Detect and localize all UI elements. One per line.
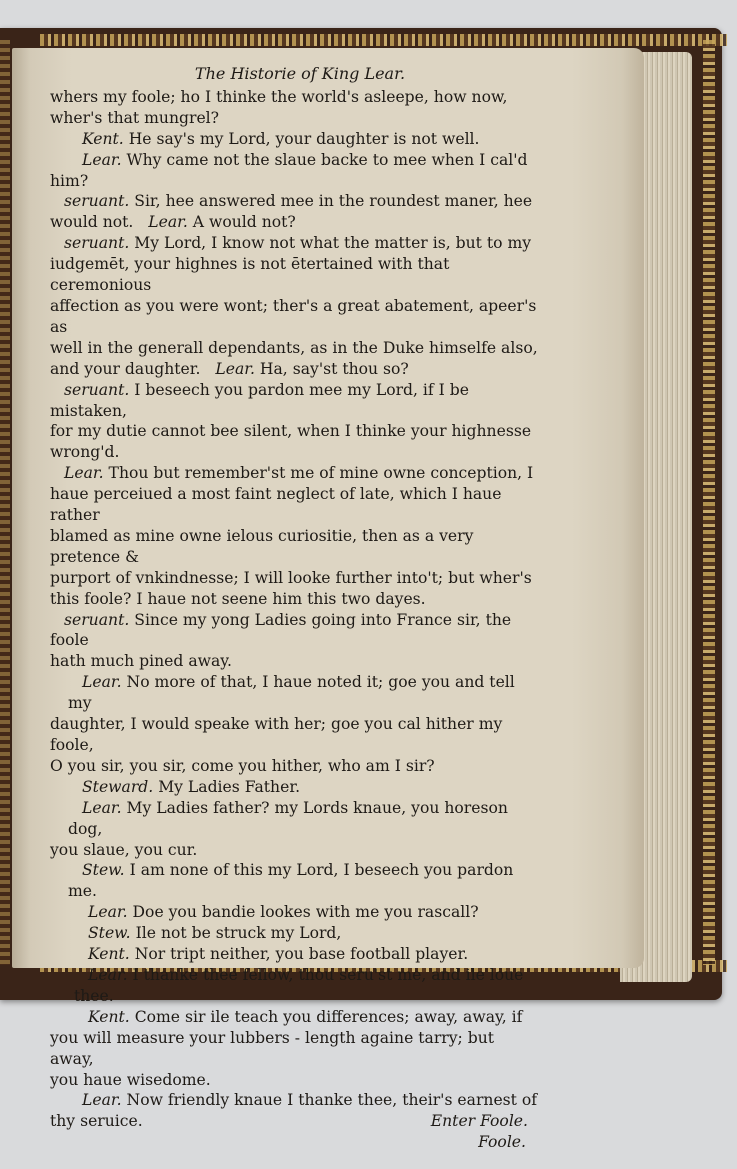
speaker-name: Lear.	[148, 213, 188, 232]
text-line: wrong'd.	[50, 443, 120, 462]
speech-line: seruant. I beseech you pardon mee my Lord, if I be mistaken,	[50, 380, 469, 420]
speaker-name: seruant.	[64, 610, 130, 629]
text-line: whers my foole; ho I thinke the world's asleepe, how now,	[50, 87, 508, 106]
text-line: you slaue, you cur.	[50, 840, 198, 859]
text-line: for my dutie cannot bee silent, when I thinke your highnesse	[50, 422, 532, 441]
speaker-name: Stew.	[82, 861, 125, 880]
speaker-name: seruant.	[64, 380, 130, 399]
speech-line: seruant. My Lord, I know not what the matter is, but to my	[64, 234, 532, 253]
speech-line: Lear. Doe you bandie lookes with me you rascall?	[88, 903, 479, 922]
stage-direction: Enter Foole.	[430, 1112, 528, 1131]
speaker-name: Stew.	[88, 924, 131, 943]
speech-line: Lear. Why came not the slaue backe to mee when I cal'd	[82, 150, 528, 169]
text-line: daughter, I would speake with her; goe you cal hither my foole,	[50, 715, 503, 754]
speaker-name: Lear.	[82, 1091, 122, 1110]
gilt-border-top	[40, 34, 727, 46]
text-line: and your daughter. Lear. Ha, say'st thou so?	[50, 359, 409, 378]
page-text	[50, 64, 540, 1169]
text-line: you will measure your lubbers - length againe tarry; but away,	[50, 1028, 495, 1068]
speech-line: Stew. I am none of this my Lord, I beseech you pardon me.	[68, 861, 514, 901]
speech-line: Stew. Ile not be struck my Lord,	[88, 924, 342, 943]
gilt-border-left	[0, 40, 10, 965]
text-line: him?	[50, 171, 89, 190]
speaker-name: Kent.	[88, 945, 130, 964]
text-line: haue perceiued a most faint neglect of late, which I haue rather	[50, 485, 502, 525]
text-line: would not. Lear. A would not?	[50, 213, 296, 232]
speaker-name: seruant.	[64, 192, 130, 211]
speaker-name: Lear.	[82, 673, 122, 692]
speech-line: seruant. Since my yong Ladies going into France sir, the foole	[50, 610, 512, 650]
speech-line: seruant. Sir, hee answered mee in the roundest maner, hee	[64, 192, 533, 211]
speaker-name: Kent.	[88, 1007, 130, 1026]
speech-line: Kent. He say's my Lord, your daughter is not well.	[82, 129, 480, 148]
text-line: you haue wisedome.	[50, 1070, 211, 1089]
speaker-name: Lear.	[64, 464, 104, 483]
text-line: hath much pined away.	[50, 652, 232, 671]
text-line: blamed as mine owne ielous curiositie, then as a very pretence &	[50, 526, 474, 566]
running-header: The Historie of King Lear.	[194, 64, 406, 83]
speaker-name: Steward.	[82, 777, 154, 796]
text-line: wher's that mungrel?	[50, 108, 220, 127]
text-line: purport of vnkindnesse; I will looke further into't; but wher's	[50, 568, 532, 587]
speaker-name: seruant.	[64, 234, 130, 253]
speech-line: Lear. Thou but remember'st me of mine owne conception, I	[64, 464, 534, 483]
catchword: Foole.	[478, 1133, 526, 1152]
speaker-name: Kent.	[82, 129, 124, 148]
speech-line: Lear. Now friendly knaue I thanke thee, their's earnest of	[82, 1091, 538, 1110]
speech-line: Steward. My Ladies Father.	[82, 777, 301, 796]
text-line: iudgemēt, your highnes is not ētertained with that ceremonious	[50, 255, 450, 295]
gilt-border-right	[703, 40, 715, 965]
speaker-name: Lear.	[88, 903, 128, 922]
speaker-name: Lear.	[82, 798, 122, 817]
speaker-name: Lear.	[215, 359, 255, 378]
text-line: affection as you were wont; ther's a great abatement, apeer's as	[50, 296, 537, 336]
text-line: O you sir, you sir, come you hither, who am I sir?	[50, 756, 435, 775]
speech-line: Kent. Nor tript neither, you base football player.	[88, 945, 469, 964]
speech-line: Lear. My Ladies father? my Lords knaue, you horeson dog,	[68, 798, 508, 838]
speaker-name: Lear.	[88, 965, 128, 984]
text-line-with-stage-direction: thy seruice. Enter Foole.	[50, 1111, 540, 1132]
speech-line: Lear. No more of that, I haue noted it; goe you and tell my	[68, 673, 515, 713]
speech-line: Lear. I thanke thee fellow, thou seru'st me, and ile loue thee.	[74, 965, 524, 1005]
speaker-name: Lear.	[82, 150, 122, 169]
text-line: well in the generall dependants, as in the Duke himselfe also,	[50, 338, 538, 357]
text-line: this foole? I haue not seene him this two dayes.	[50, 589, 426, 608]
speech-line: Kent. Come sir ile teach you differences; away, away, if	[88, 1007, 523, 1026]
